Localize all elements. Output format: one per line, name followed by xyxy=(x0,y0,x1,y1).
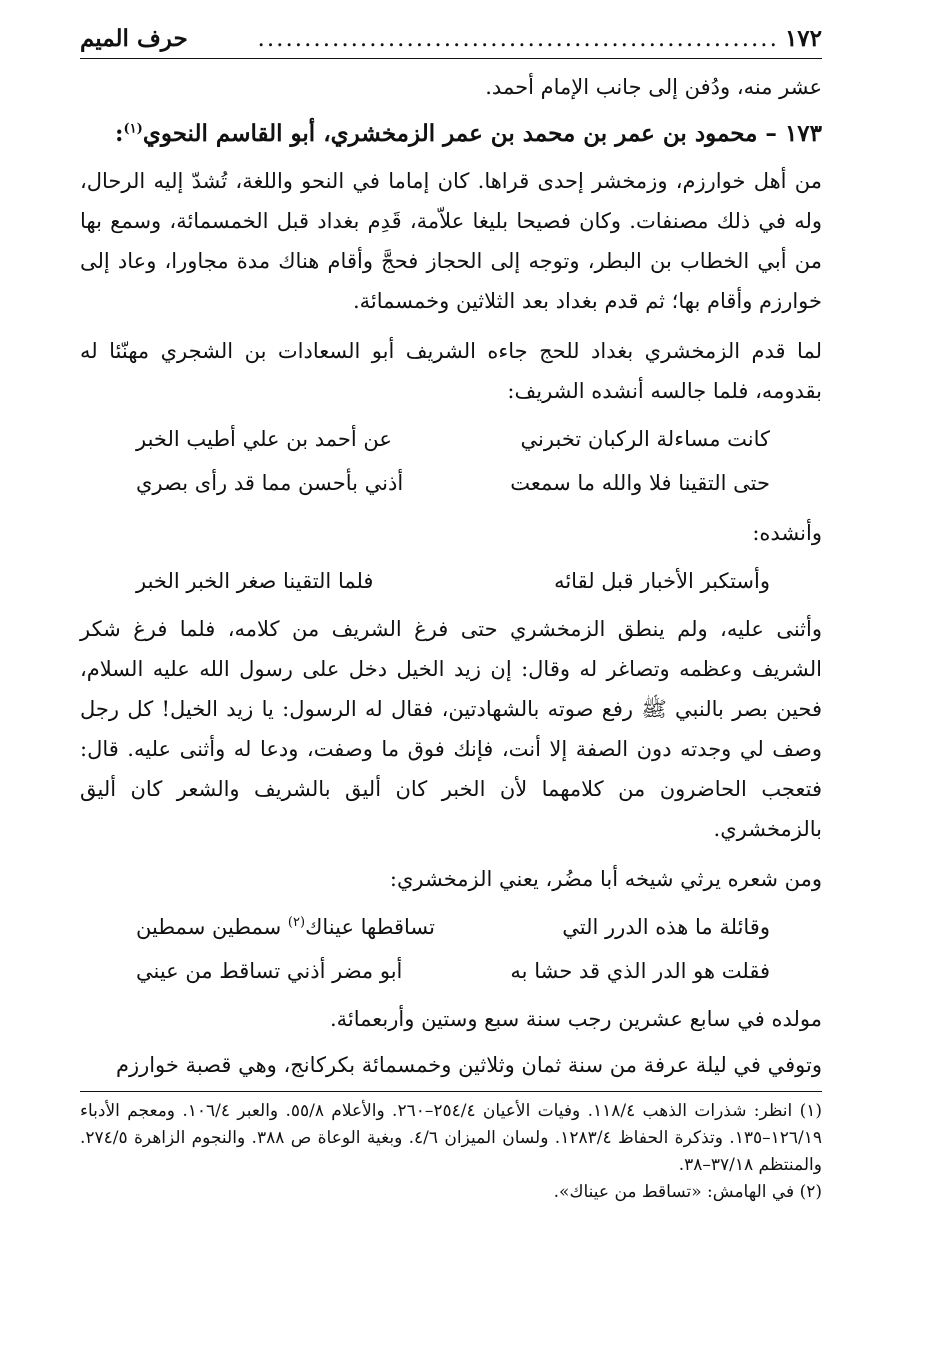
verse-second-hemistich: فلما التقينا صغر الخبر الخبر xyxy=(136,569,374,593)
footnote-ref-2[interactable]: (٢) xyxy=(287,915,306,930)
anecdote-paragraph: لما قدم الزمخشري بغداد للحج جاءه الشريف أبو السعادات بن الشجري مهنّئا له بقدومه، فلما جالسه أنشده الشريف: xyxy=(80,339,822,403)
verse-line xyxy=(80,559,822,603)
biography-paragraph: من أهل خوارزم، وزمخشر إحدى قراها. كان إماما في النحو واللغة، تُشدّ إليه الرحال، وله في ذلك مصنفات. وكان فصيحا بليغا علاّمة، قَدِم بغداد قبل الخمسمائة، وسمع بها من أبي الخطاب بن البطر، وتوجه إلى الحجاز فحجَّ وأقام هناك مدة مجاورا، وعاد إلى خوارزم وأقام بها؛ ثم قدم بغداد بعد الثلاثين وخمسمائة. xyxy=(80,169,822,313)
verse-line xyxy=(80,417,822,461)
leader-dots: ........................................................ xyxy=(257,26,779,52)
book-page xyxy=(80,22,822,1206)
verse-first-hemistich: وقائلة ما هذه الدرر التي xyxy=(562,915,770,939)
verse-first-hemistich: وأستكبر الأخبار قبل لقائه xyxy=(554,569,770,593)
birth-line: مولده في سابع عشرين رجب سنة سبع وستين وأربعمائة. xyxy=(329,1007,822,1031)
poem-3 xyxy=(80,905,822,993)
footnote-1: (١) انظر: شذرات الذهب ١١٨/٤. وفيات الأعيان ٢٥٤/٤–٢٦٠. والأعلام ٥٥/٨. والعبر ١٠٦/٤. ومعجم الأدباء ١٢٦/١٩–١٣٥. وتذكرة الحفاظ ١٢٨٣/٤. ولسان الميزان ٤/٦. وبغية الوعاة ص ٣٨٨. والنجوم الزاهرة ٢٧٤/٥. والمنتظم ٣٧/١٨–٣٨. xyxy=(80,1101,822,1175)
footnote-2: (٢) في الهامش: «تساقط من عيناك». xyxy=(553,1182,822,1202)
entry-title-text: ١٧٣ – محمود بن عمر بن محمد بن عمر الزمخشري، أبو القاسم النحوي xyxy=(142,120,822,147)
chapter-title: حرف الميم xyxy=(80,25,188,52)
page-number: ١٧٢ xyxy=(784,25,822,52)
verse-line xyxy=(80,461,822,505)
entry-title xyxy=(80,111,822,157)
footnote-ref-1[interactable]: (١) xyxy=(123,121,143,137)
carry-over-line: عشر منه، ودُفن إلى جانب الإمام أحمد. xyxy=(485,75,822,99)
response-paragraph: وأثنى عليه، ولم ينطق الزمخشري حتى فرغ الشريف من كلامه، فلما فرغ شكر الشريف وعظمه وتصاغر له وقال: إن زيد الخيل دخل على رسول الله عليه السلام، فحين بصر بالنبي ﷺ رفع صوته بالشهادتين، فقال له الرسول: يا زيد الخيل! كل رجل وصف لي وجدته دون الصفة إلا أنت، فإنك فوق ما وصفت، ودعا له وأثنى عليه. قال: فتعجب الحاضرون من كلامهما لأن الخبر كان أليق بالشريف والشعر كان أليق بالزمخشري. xyxy=(80,617,822,841)
verse-second-hemistich: أذني بأحسن مما قد رأى بصري xyxy=(136,471,404,495)
entry-title-colon: : xyxy=(115,120,124,147)
footnote-rule xyxy=(80,1091,822,1092)
death-line: وتوفي في ليلة عرفة من سنة ثمان وثلاثين وخمسمائة بكركانج، وهي قصبة خوارزم xyxy=(115,1053,822,1077)
poem-1 xyxy=(80,417,822,505)
header-rule xyxy=(80,58,822,59)
verse-first-hemistich: حتى التقينا فلا والله ما سمعت xyxy=(510,471,770,495)
verse-second-hemistich: أبو مضر أذني تساقط من عيني xyxy=(136,959,403,983)
recited-label: وأنشده: xyxy=(752,521,822,545)
verse-line xyxy=(80,949,822,993)
hemistich-part: تساقطها عيناك xyxy=(305,915,435,939)
hemistich-part: سمطين سمطين xyxy=(136,915,288,939)
verse-line xyxy=(80,905,822,949)
elegy-intro: ومن شعره يرثي شيخه أبا مضُر، يعني الزمخشري: xyxy=(389,867,822,891)
verse-second-hemistich xyxy=(136,905,435,949)
verse-first-hemistich: فقلت هو الدر الذي قد حشا به xyxy=(510,959,770,983)
poem-2 xyxy=(80,559,822,603)
verse-first-hemistich: كانت مساءلة الركبان تخبرني xyxy=(520,427,770,451)
running-head xyxy=(80,22,822,56)
verse-second-hemistich: عن أحمد بن علي أطيب الخبر xyxy=(136,427,392,451)
